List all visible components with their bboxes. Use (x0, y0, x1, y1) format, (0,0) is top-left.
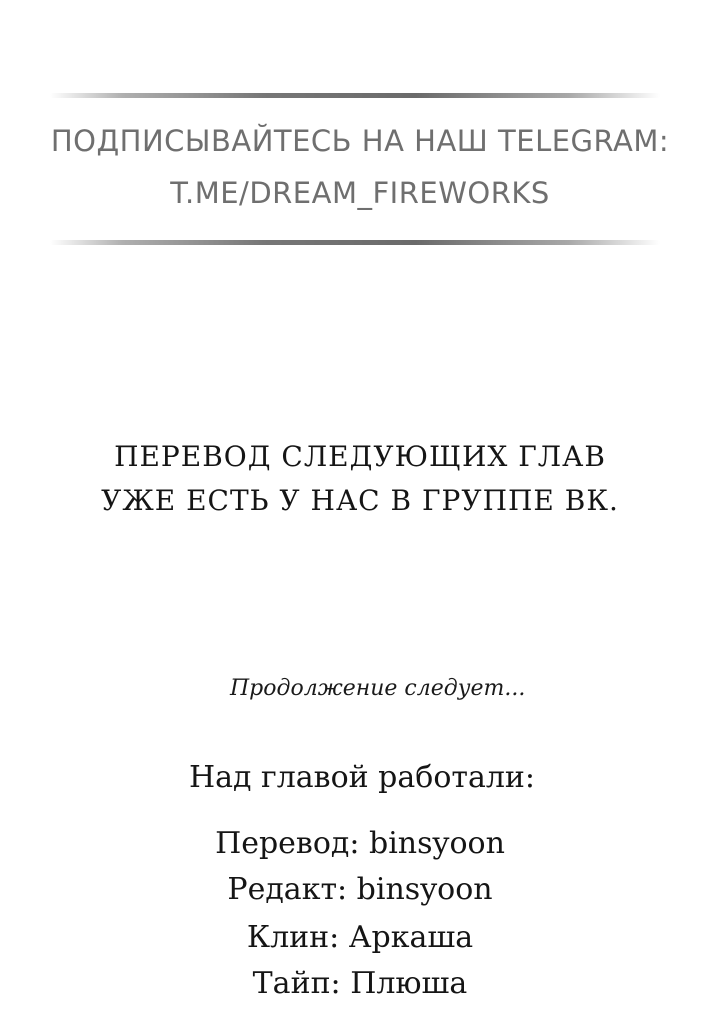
credit-translation: Перевод: binsyoon (215, 826, 505, 861)
credit-typesetting: Тайп: Плюша (252, 966, 468, 1001)
divider-bottom (50, 240, 660, 245)
credit-cleaning: Клин: Аркаша (246, 920, 474, 955)
notice-line-1: ПЕРЕВОД СЛЕДУЮЩИХ ГЛАВ (114, 440, 606, 473)
telegram-link[interactable]: T.ME/DREAM_FIREWORKS (170, 176, 550, 210)
divider-top (50, 93, 660, 98)
notice-line-2: УЖЕ ЕСТЬ У НАС В ГРУППЕ ВК. (101, 484, 619, 517)
telegram-promo-text: ПОДПИСЫВАЙТЕСЬ НА НАШ TELEGRAM: (50, 124, 670, 158)
credit-editing: Редакт: binsyoon (227, 872, 493, 907)
to-be-continued: Продолжение следует... (230, 676, 526, 701)
credits-heading: Над главой работали: (188, 760, 536, 795)
